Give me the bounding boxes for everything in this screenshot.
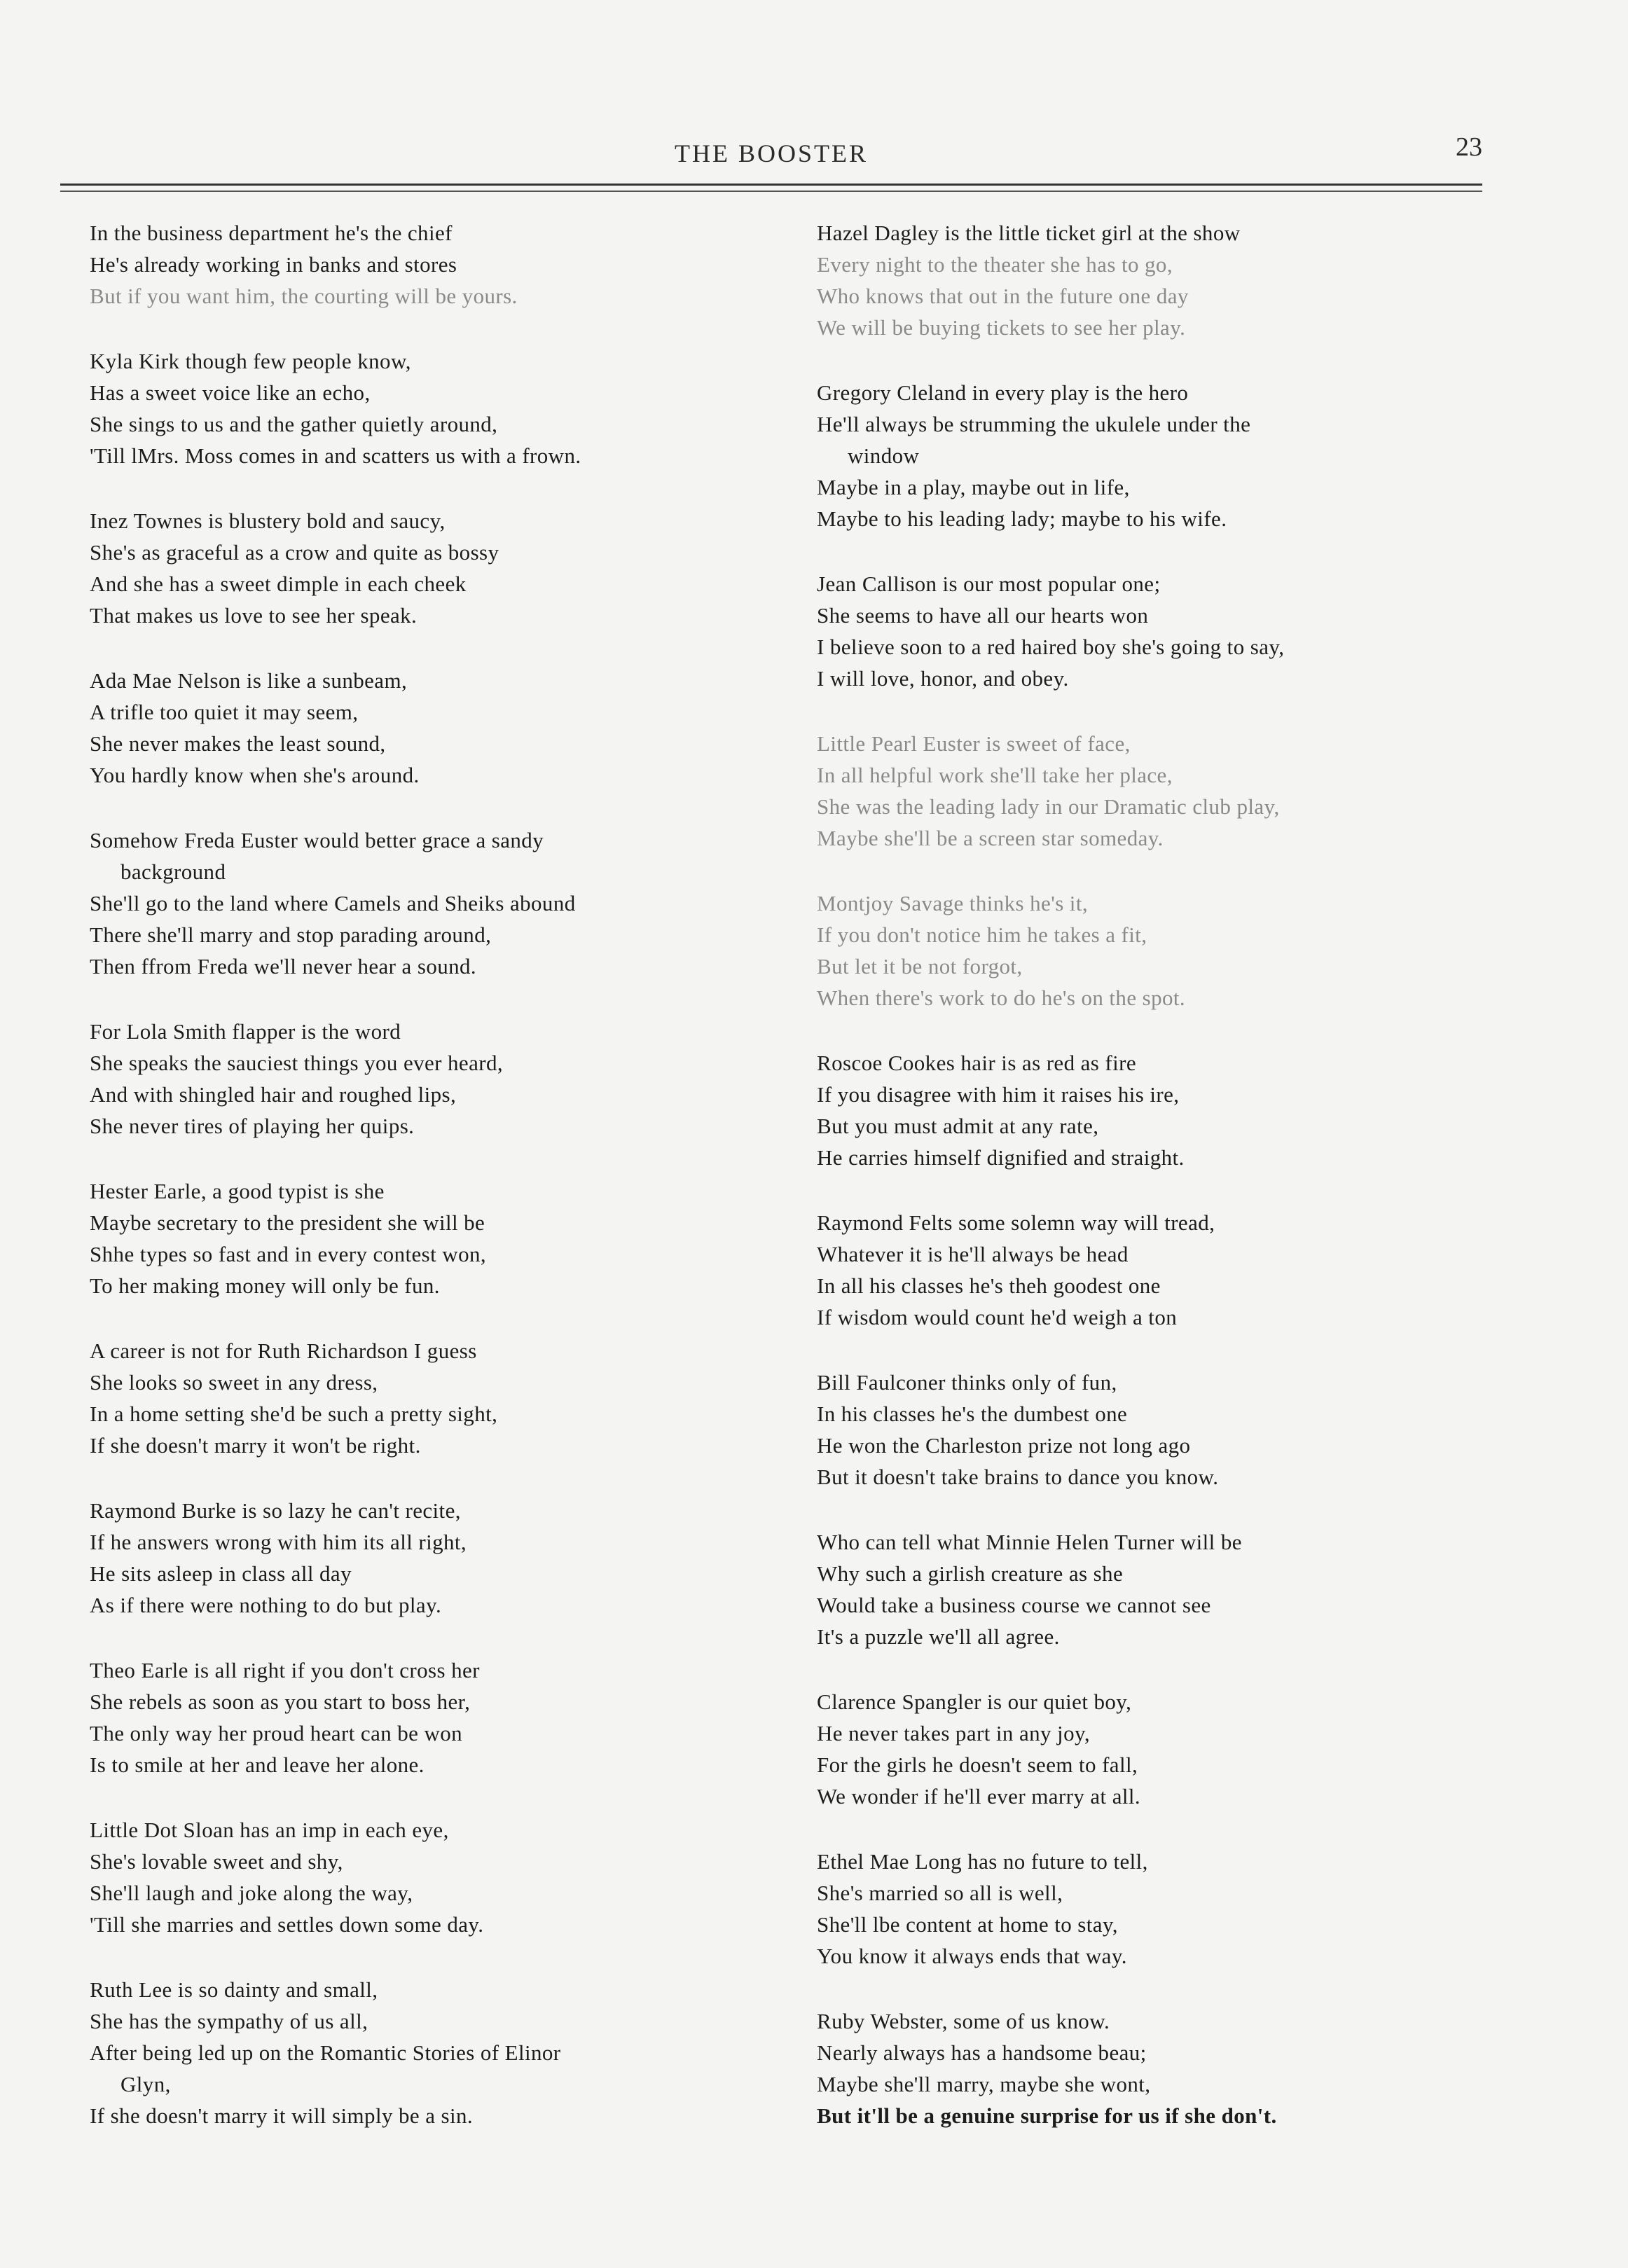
page-header [60, 132, 1482, 192]
stanza [817, 887, 1489, 1014]
verse-line: But you must admit at any rate, [817, 1114, 1099, 1138]
verse-line: If she doesn't marry it won't be right. [90, 1433, 421, 1458]
verse-line: Ethel Mae Long has no future to tell, [817, 1849, 1148, 1874]
stanza [90, 345, 790, 471]
verse-line: Ruth Lee is so dainty and small, [90, 1977, 378, 2002]
stanza [90, 1495, 790, 1621]
page-number: 23 [1456, 132, 1482, 162]
verse-line: Theo Earle is all right if you don't cross her [90, 1658, 480, 1682]
stanza [817, 1367, 1489, 1493]
verse-line: He sits asleep in class all day [90, 1561, 352, 1586]
verse-line: Is to smile at her and leave her alone. [90, 1752, 425, 1777]
verse-line: Whatever it is he'll always be head [817, 1242, 1129, 1266]
verse-line: She rebels as soon as you start to boss her, [90, 1689, 471, 1714]
verse-line: She looks so sweet in any dress, [90, 1370, 378, 1395]
verse-line: window [848, 443, 920, 468]
stanza [817, 1207, 1489, 1333]
verse-line: Roscoe Cookes hair is as red as fire [817, 1051, 1137, 1075]
stanza [90, 1335, 790, 1461]
verse-line: Jean Callison is our most popular one; [817, 572, 1161, 596]
verse-line: He'll always be strumming the ukulele under the [817, 412, 1251, 436]
verse-line: If he answers wrong with him its all right, [90, 1530, 467, 1554]
verse-line: We wonder if he'll ever marry at all. [817, 1784, 1141, 1809]
verse-line: And with shingled hair and roughed lips, [90, 1082, 457, 1107]
verse-line: She was the leading lady in our Dramatic club play, [817, 794, 1280, 819]
verse-line: Who knows that out in the future one day [817, 284, 1189, 308]
verse-line: Little Pearl Euster is sweet of face, [817, 731, 1131, 756]
verse-line: I believe soon to a red haired boy she's going to say, [817, 635, 1285, 659]
stanza [817, 1526, 1489, 1652]
verse-line: Ada Mae Nelson is like a sunbeam, [90, 668, 408, 693]
verse-line: She'll lbe content at home to stay, [817, 1912, 1118, 1937]
verse-line: Would take a business course we cannot see [817, 1593, 1211, 1617]
verse-line: Nearly always has a handsome beau; [817, 2040, 1147, 2065]
verse-line: Shhe types so fast and in every contest won, [90, 1242, 487, 1266]
verse-line: He never takes part in any joy, [817, 1721, 1091, 1745]
verse-line: Maybe to his leading lady; maybe to his wife. [817, 506, 1227, 531]
verse-line: background [120, 859, 226, 884]
verse-line: Ruby Webster, some of us know. [817, 2009, 1110, 2033]
verse-line: Maybe she'll be a screen star someday. [817, 826, 1164, 850]
verse-line: In all his classes he's theh goodest one [817, 1273, 1161, 1298]
verse-line: But let it be not forgot, [817, 954, 1023, 979]
verse-line: If you don't notice him he takes a fit, [817, 922, 1147, 947]
stanza [817, 2005, 1489, 2131]
stanza [90, 665, 790, 791]
verse-line: He won the Charleston prize not long ago [817, 1433, 1191, 1458]
verse-line: Bill Faulconer thinks only of fun, [817, 1370, 1117, 1395]
journal-title: THE BOOSTER [675, 139, 868, 167]
verse-line: When there's work to do he's on the spot. [817, 986, 1186, 1010]
verse-line: He's already working in banks and stores [90, 252, 457, 277]
verse-line: Inez Townes is blustery bold and saucy, [90, 509, 446, 533]
verse-line: Montjoy Savage thinks he's it, [817, 891, 1088, 915]
verse-line: A career is not for Ruth Richardson I guess [90, 1339, 477, 1363]
header-rule [60, 184, 1482, 186]
verse-line: Gregory Cleland in every play is the hero [817, 380, 1189, 405]
stanza [817, 377, 1489, 534]
verse-line: You know it always ends that way. [817, 1944, 1127, 1968]
verse-line: As if there were nothing to do but play. [90, 1593, 442, 1617]
verse-line: She never tires of playing her quips. [90, 1114, 415, 1138]
verse-line: But it doesn't take brains to dance you know. [817, 1465, 1219, 1489]
verse-line: She speaks the sauciest things you ever heard, [90, 1051, 504, 1075]
verse-line: In his classes he's the dumbest one [817, 1402, 1128, 1426]
verse-line: But if you want him, the courting will be yours. [90, 284, 518, 308]
right-column [817, 217, 1489, 2165]
verse-line: 'Till lMrs. Moss comes in and scatters us with a frown. [90, 443, 581, 468]
stanza [90, 1175, 790, 1301]
verse-line: She sings to us and the gather quietly around, [90, 412, 498, 436]
verse-line: Why such a girlish creature as she [817, 1561, 1124, 1586]
stanza [817, 217, 1489, 343]
verse-line: Then ffrom Freda we'll never hear a sound. [90, 954, 477, 979]
verse-line: If she doesn't marry it will simply be a sin. [90, 2103, 474, 2128]
verse-line: She'll laugh and joke along the way, [90, 1881, 413, 1905]
verse-line: In all helpful work she'll take her place, [817, 763, 1173, 787]
verse-line: A trifle too quiet it may seem, [90, 700, 359, 724]
verse-line: Maybe she'll marry, maybe she wont, [817, 2072, 1151, 2096]
verse-line: That makes us love to see her speak. [90, 603, 418, 628]
stanza [90, 1016, 790, 1142]
verse-line: Glyn, [120, 2072, 171, 2096]
left-column [90, 217, 790, 2165]
verse-line: Who can tell what Minnie Helen Turner will be [817, 1530, 1242, 1554]
stanza [90, 217, 790, 312]
stanza [90, 824, 790, 982]
verse-line: For Lola Smith flapper is the word [90, 1019, 401, 1044]
verse-line: In the business department he's the chief [90, 221, 453, 245]
verse-line: She has the sympathy of us all, [90, 2009, 368, 2033]
verse-line: She's married so all is well, [817, 1881, 1063, 1905]
verse-line: If you disagree with him it raises his ire, [817, 1082, 1180, 1107]
stanza [90, 505, 790, 631]
stanza [90, 1974, 790, 2131]
verse-line: We will be buying tickets to see her play. [817, 315, 1186, 340]
stanza [817, 1846, 1489, 1972]
verse-line: If wisdom would count he'd weigh a ton [817, 1305, 1178, 1329]
verse-line: I will love, honor, and obey. [817, 666, 1069, 691]
verse-line: Little Dot Sloan has an imp in each eye, [90, 1818, 449, 1842]
verse-line: Maybe secretary to the president she will be [90, 1210, 485, 1235]
verse-line: Hester Earle, a good typist is she [90, 1179, 385, 1203]
verse-line: And she has a sweet dimple in each cheek [90, 572, 467, 596]
verse-line: 'Till she marries and settles down some day. [90, 1912, 484, 1937]
verse-line: Has a sweet voice like an echo, [90, 380, 371, 405]
verse-line: Raymond Burke is so lazy he can't recite, [90, 1498, 461, 1523]
verse-line: Raymond Felts some solemn way will tread, [817, 1210, 1215, 1235]
header-rule-lower [60, 191, 1482, 192]
verse-line: Every night to the theater she has to go, [817, 252, 1173, 277]
stanza [817, 568, 1489, 694]
verse-line: For the girls he doesn't seem to fall, [817, 1752, 1138, 1777]
verse-line: Somehow Freda Euster would better grace a sandy [90, 828, 544, 852]
stanza [90, 1654, 790, 1780]
stanza [817, 1686, 1489, 1812]
verse-line: She's as graceful as a crow and quite as bossy [90, 540, 499, 565]
verse-line: After being led up on the Romantic Stories of Elinor [90, 2040, 561, 2065]
verse-line: Kyla Kirk though few people know, [90, 349, 411, 373]
verse-line: Clarence Spangler is our quiet boy, [817, 1689, 1132, 1714]
stanza [817, 1047, 1489, 1173]
verse-line: She's lovable sweet and shy, [90, 1849, 343, 1874]
verse-line: It's a puzzle we'll all agree. [817, 1624, 1060, 1649]
stanza [90, 1814, 790, 1940]
verse-line: The only way her proud heart can be won [90, 1721, 463, 1745]
verse-line: In a home setting she'd be such a pretty sight, [90, 1402, 498, 1426]
verse-line: She seems to have all our hearts won [817, 603, 1149, 628]
verse-line: There she'll marry and stop parading around, [90, 922, 492, 947]
verse-line: He carries himself dignified and straight. [817, 1145, 1185, 1170]
verse-line: She never makes the least sound, [90, 731, 386, 756]
verse-line: To her making money will only be fun. [90, 1273, 440, 1298]
verse-line: Hazel Dagley is the little ticket girl at the show [817, 221, 1241, 245]
verse-line: She'll go to the land where Camels and Sheiks abound [90, 891, 576, 915]
verse-line: You hardly know when she's around. [90, 763, 420, 787]
stanza [817, 728, 1489, 854]
verse-line: But it'll be a genuine surprise for us if she don't. [817, 2103, 1277, 2128]
verse-line: Maybe in a play, maybe out in life, [817, 475, 1130, 499]
